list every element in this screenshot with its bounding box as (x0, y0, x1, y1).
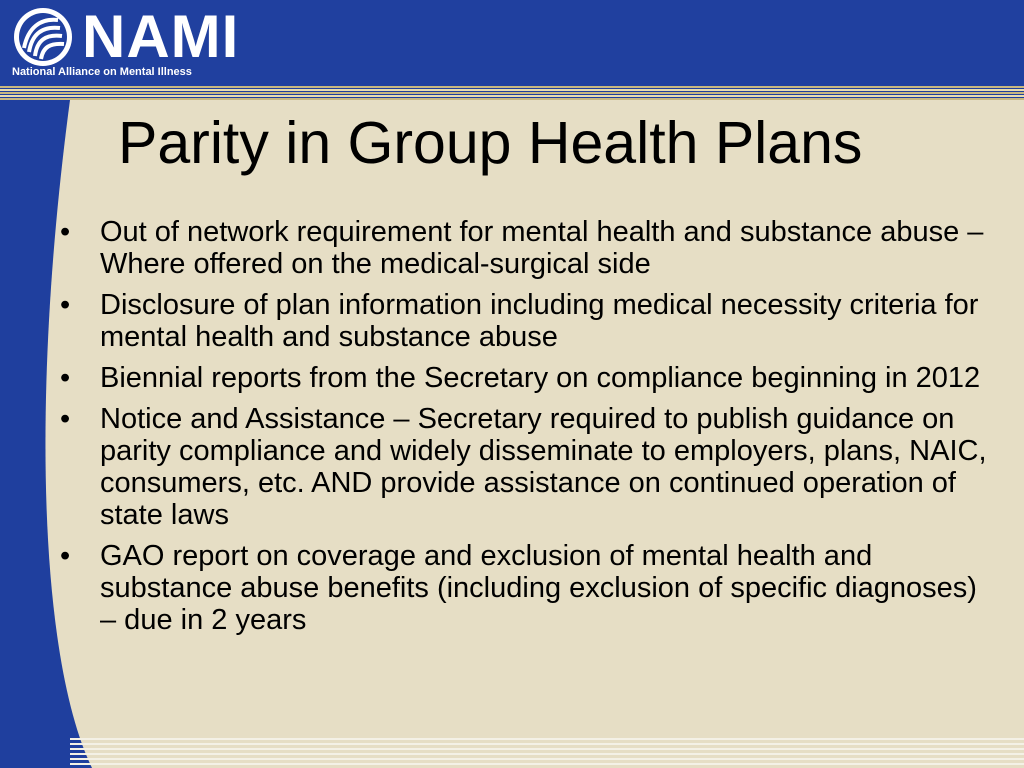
bullet-marker: • (60, 216, 71, 248)
bullet-list (60, 216, 990, 645)
footer-stripes (70, 738, 1024, 768)
bullet-item (60, 289, 990, 353)
bullet-item (60, 403, 990, 531)
bullet-marker: • (60, 289, 71, 321)
nami-emblem-icon (10, 6, 80, 68)
bullet-item (60, 362, 990, 394)
bullet-text: Disclosure of plan information including medical necessity criteria for mental health and substance abuse (100, 289, 979, 353)
logo-wordmark: NAMI (82, 3, 240, 70)
bullet-text: Notice and Assistance – Secretary required to publish guidance on parity compliance and widely disseminate to employers, plans, NAIC, consumers, etc. AND provide assistance on continued operation of state laws (100, 403, 987, 531)
bullet-item (60, 216, 990, 280)
bullet-text: Out of network requirement for mental health and substance abuse – Where offered on the medical-surgical side (100, 216, 984, 280)
nami-logo (10, 3, 240, 82)
bullet-text: GAO report on coverage and exclusion of mental health and substance abuse benefits (including exclusion of specific diagnoses) – due in 2 years (100, 540, 977, 636)
logo-subtitle: National Alliance on Mental Illness (12, 66, 192, 78)
bullet-marker: • (60, 540, 71, 572)
bullet-text: Biennial reports from the Secretary on compliance beginning in 2012 (100, 362, 981, 394)
bullet-marker: • (60, 362, 71, 394)
slide-title: Parity in Group Health Plans (118, 110, 863, 176)
header-stripes (0, 86, 1024, 100)
bullet-item (60, 540, 990, 636)
bullet-marker: • (60, 403, 71, 435)
header-bar (0, 0, 1024, 88)
